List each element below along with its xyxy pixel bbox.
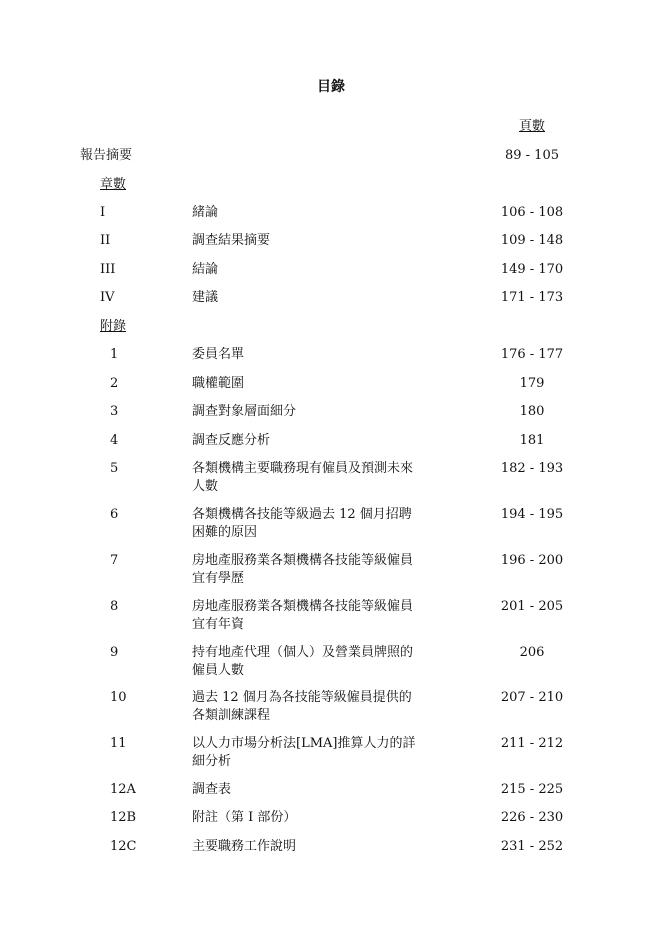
- appendix-number: 6: [110, 507, 119, 522]
- appendix-title: 各類機構主要職務現有僱員及預測未來人數: [192, 461, 414, 494]
- appendix-number: 12C: [110, 839, 137, 854]
- appendix-pages: 207 - 210: [500, 690, 564, 705]
- appendix-pages: 226 - 230: [500, 810, 564, 825]
- chapter-title: 緒論: [192, 205, 219, 220]
- appendix-pages: 182 - 193: [500, 461, 564, 476]
- appendix-title: 附註（第 I 部份）: [192, 810, 297, 825]
- appendix-number: 4: [110, 433, 119, 448]
- appendix-pages: 181: [519, 433, 545, 448]
- appendices-label: 附錄: [100, 319, 127, 334]
- chapter-number: II: [100, 233, 111, 248]
- chapter-number: III: [100, 262, 116, 277]
- appendix-pages: 196 - 200: [500, 553, 564, 568]
- page-column-header: 頁數: [518, 119, 545, 134]
- appendix-title: 委員名單: [192, 347, 245, 362]
- appendix-number: 5: [110, 461, 119, 476]
- appendix-number: 3: [110, 404, 119, 419]
- chapter-pages: 106 - 108: [500, 205, 564, 220]
- appendix-number: 1: [110, 347, 119, 362]
- appendix-title: 調查對象層面細分: [192, 404, 297, 419]
- summary-label: 報告摘要: [80, 148, 133, 163]
- chapter-number: I: [100, 205, 106, 220]
- appendix-title: 職權範圍: [192, 376, 245, 391]
- appendix-number: 10: [110, 690, 127, 705]
- page-title: 目錄: [317, 79, 345, 95]
- appendix-title: 各類機構各技能等級過去 12 個月招聘困難的原因: [192, 507, 412, 540]
- appendix-pages: 180: [519, 404, 545, 419]
- chapter-title: 結論: [192, 262, 219, 277]
- appendix-title: 主要職務工作說明: [192, 839, 297, 854]
- appendix-number: 7: [110, 553, 119, 568]
- appendix-number: 12B: [110, 810, 137, 825]
- appendix-title: 調查反應分析: [192, 433, 271, 448]
- appendix-pages: 201 - 205: [500, 599, 564, 614]
- appendix-title: 調查表: [192, 782, 232, 797]
- chapter-pages: 109 - 148: [500, 233, 564, 248]
- chapter-title: 建議: [192, 290, 219, 305]
- appendix-number: 12A: [110, 782, 136, 797]
- appendix-pages: 211 - 212: [500, 736, 564, 751]
- appendix-pages: 179: [519, 376, 545, 391]
- appendix-number: 2: [110, 376, 119, 391]
- appendix-number: 8: [110, 599, 119, 614]
- appendix-pages: 194 - 195: [500, 507, 564, 522]
- appendix-number: 11: [110, 736, 127, 751]
- appendix-title: 房地產服務業各類機構各技能等級僱員宜有年資: [192, 599, 414, 632]
- chapter-number: IV: [100, 290, 115, 305]
- appendix-pages: 176 - 177: [500, 347, 564, 362]
- appendix-title: 房地產服務業各類機構各技能等級僱員宜有學歷: [192, 553, 414, 586]
- chapters-label: 章數: [100, 177, 127, 192]
- appendix-number: 9: [110, 645, 119, 660]
- appendix-title: 持有地產代理（個人）及營業員牌照的僱員人數: [192, 645, 414, 678]
- chapter-pages: 149 - 170: [500, 262, 564, 277]
- summary-pages: 89 - 105: [504, 148, 559, 163]
- appendix-pages: 206: [519, 645, 545, 660]
- appendix-pages: 215 - 225: [500, 782, 564, 797]
- appendix-title: 以人力市場分析法[LMA]推算人力的詳細分析: [192, 736, 416, 769]
- appendix-title: 過去 12 個月為各技能等級僱員提供的各類訓練課程: [192, 690, 412, 723]
- appendix-pages: 231 - 252: [500, 839, 564, 854]
- chapter-title: 調查結果摘要: [192, 233, 271, 248]
- chapter-pages: 171 - 173: [500, 290, 564, 305]
